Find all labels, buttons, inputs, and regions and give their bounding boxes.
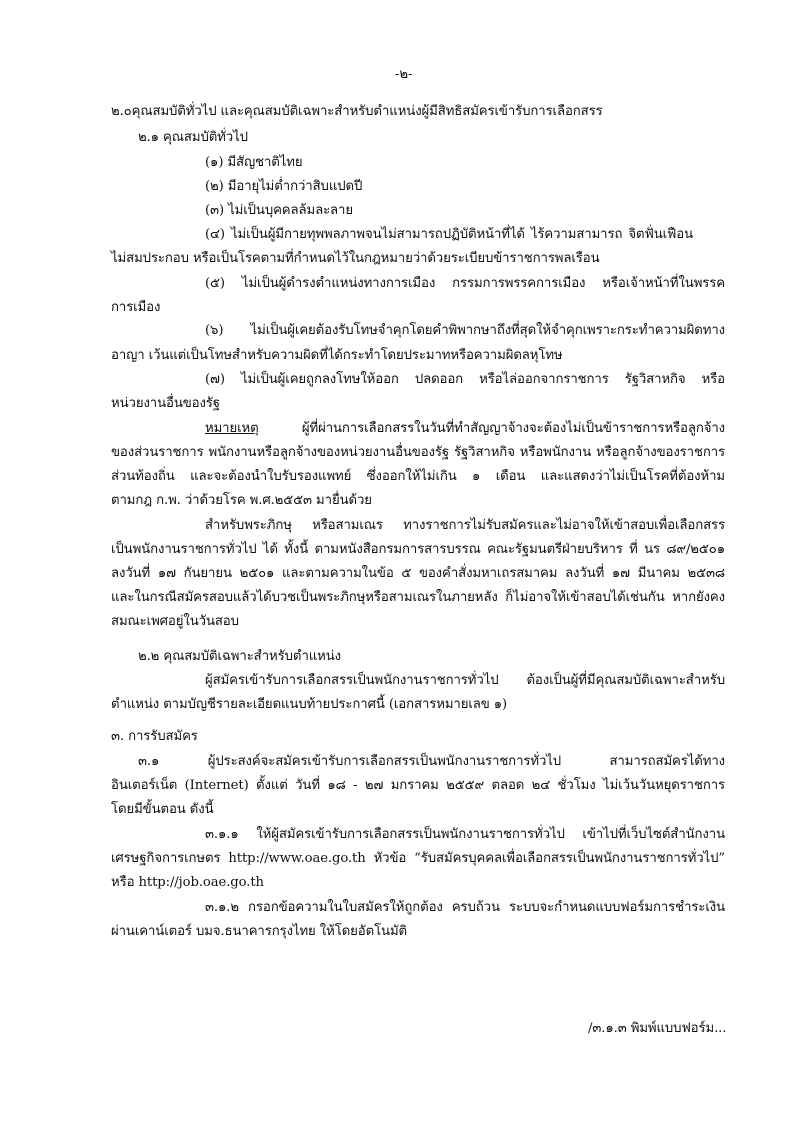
specific-qualifications-line: ผู้สมัครเข้ารับการเลือกสรรเป็นพนักงานราชการทั่วไป ต้องเป็นผู้ที่มีคุณสมบัติเฉพาะสำหรับ (205, 673, 725, 688)
note-text: ของส่วนราชการ พนักงานหรือลูกจ้างของหน่วยงานอื่นของรัฐ รัฐวิสาหกิจ หรือพนักงาน หรือลูกจ้างของราชการ (111, 445, 725, 460)
specific-qualifications-line: ตำแหน่ง ตามบัญชีรายละเอียดแนบท้ายประกาศนี้ (เอกสารหมายเลข ๑) (111, 697, 508, 712)
qualification-item: (๒) มีอายุไม่ต่ำกว่าสิบแปดปี (205, 179, 363, 194)
monk-paragraph-line: สำหรับพระภิกษุ หรือสามเณร ทางราชการไม่รับสมัครและไม่อาจให้เข้าสอบเพื่อเลือกสรร (205, 518, 725, 533)
step-311-line: ๓.๑.๑ ให้ผู้สมัครเข้ารับการเลือกสรรเป็นพนักงานราชการทั่วไป เข้าไปที่เว็บไซต์สำนักงาน (205, 827, 725, 842)
monk-paragraph-line: และในกรณีสมัครสอบแล้วได้บวชเป็นพระภิกษุหรือสามเณรในภายหลัง ก็ไม่อาจให้เข้าสอบได้เช่นกัน หากยังคง (111, 590, 725, 605)
qualification-item: (๗) ไม่เป็นผู้เคยถูกลงโทษให้ออก ปลดออก หรือไล่ออกจากราชการ รัฐวิสาหกิจ หรือ (205, 372, 725, 387)
section-3-heading: ๓. การรับสมัคร (111, 729, 198, 744)
registration-line: โดยมีขั้นตอน ดังนี้ (111, 802, 214, 817)
qualification-item: (๕) ไม่เป็นผู้ดำรงตำแหน่งทางการเมือง กรรมการพรรคการเมือง หรือเจ้าหน้าที่ในพรรค (205, 276, 725, 291)
specific-qualifications-heading: ๒.๒ คุณสมบัติเฉพาะสำหรับตำแหน่ง (138, 649, 341, 664)
note-text: ส่วนท้องถิ่น และจะต้องนำใบรับรองแพทย์ ซึ่งออกให้ไม่เกิน ๑ เดือน และแสดงว่าไม่เป็นโรคที่ต้องห้าม (111, 469, 725, 484)
step-311-line: หรือ http://job.oae.go.th (111, 875, 264, 890)
general-qualifications-heading: ๒.๑ คุณสมบัติทั่วไป (138, 130, 248, 145)
monk-paragraph-line: ลงวันที่ ๑๗ กันยายน ๒๕๐๑ และตามความในข้อ ๕ ของคำสั่งมหาเถรสมาคม ลงวันที่ ๑๗ มีนาคม ๒๕๓๘ (111, 566, 725, 581)
section-2-heading: ๒.๐คุณสมบัติทั่วไป และคุณสมบัติเฉพาะสำหรับตำแหน่งผู้มีสิทธิสมัครเข้ารับการเลือกสรร (111, 104, 603, 119)
note-text: ตามกฎ ก.พ. ว่าด้วยโรค พ.ศ.๒๕๕๓ มายื่นด้วย (111, 493, 372, 508)
note-label: หมายเหตุ (205, 421, 259, 436)
qualification-item-continued: หน่วยงานอื่นของรัฐ (111, 396, 220, 411)
qualification-item: (๖) ไม่เป็นผู้เคยต้องรับโทษจำคุกโดยคำพิพากษาถึงที่สุดให้จำคุกเพราะกระทำความผิดทาง (205, 323, 725, 338)
qualification-item: (๑) มีสัญชาติไทย (205, 155, 303, 170)
qualification-item-continued: การเมือง (111, 300, 161, 315)
note-first-line (205, 420, 725, 438)
registration-line: ๓.๑ ผู้ประสงค์จะสมัครเข้ารับการเลือกสรรเป็นพนักงานราชการทั่วไป สามารถสมัครได้ทาง (138, 754, 725, 769)
note-text: ผู้ที่ผ่านการเลือกสรรในวันที่ทำสัญญาจ้างจะต้องไม่เป็นข้าราชการหรือลูกจ้าง (258, 421, 725, 436)
page-number: -๒- (395, 67, 413, 82)
qualification-item: (๓) ไม่เป็นบุคคลล้มละลาย (205, 203, 353, 218)
qualification-item-continued: ไม่สมประกอบ หรือเป็นโรคตามที่กำหนดไว้ในกฎหมายว่าด้วยระเบียบข้าราชการพลเรือน (111, 251, 600, 266)
registration-line: อินเตอร์เน็ต (Internet) ตั้งแต่ วันที่ ๑๘ - ๒๗ มกราคม ๒๕๕๙ ตลอด ๒๔ ชั่วโมง ไม่เว้นวันหยุดราชการ (111, 778, 725, 793)
qualification-item: (๔) ไม่เป็นผู้มีกายทุพพลภาพจนไม่สามารถปฏิบัติหน้าที่ได้ ไร้ความสามารถ จิตฟั่นเฟือน (205, 227, 693, 242)
monk-paragraph-line: เป็นพนักงานราชการทั่วไป ได้ ทั้งนี้ ตามหนังสือกรมการสารบรรณ คณะรัฐมนตรีฝ่ายบริหาร ที่ นร ๘๙/๒๕๐๑ (111, 542, 725, 557)
monk-paragraph-line: สมณะเพศอยู่ในวันสอบ (111, 614, 239, 629)
step-312-line: ๓.๑.๒ กรอกข้อความในใบสมัครให้ถูกต้อง ครบถ้วน ระบบจะกำหนดแบบฟอร์มการชำระเงิน (205, 900, 725, 915)
qualification-item-continued: อาญา เว้นแต่เป็นโทษสำหรับความผิดที่ได้กระทำโดยประมาทหรือความผิดลหุโทษ (111, 348, 563, 363)
step-311-line: เศรษฐกิจการเกษตร http://www.oae.go.th หัวข้อ “รับสมัครบุคคลเพื่อเลือกสรรเป็นพนักงานราชการทั่วไป” (111, 851, 725, 866)
continuation-marker: /๓.๑.๓ พิมพ์แบบฟอร์ม... (588, 1021, 727, 1036)
step-312-line: ผ่านเคาน์เตอร์ บมจ.ธนาคารกรุงไทย ให้โดยอัตโนมัติ (111, 924, 408, 939)
